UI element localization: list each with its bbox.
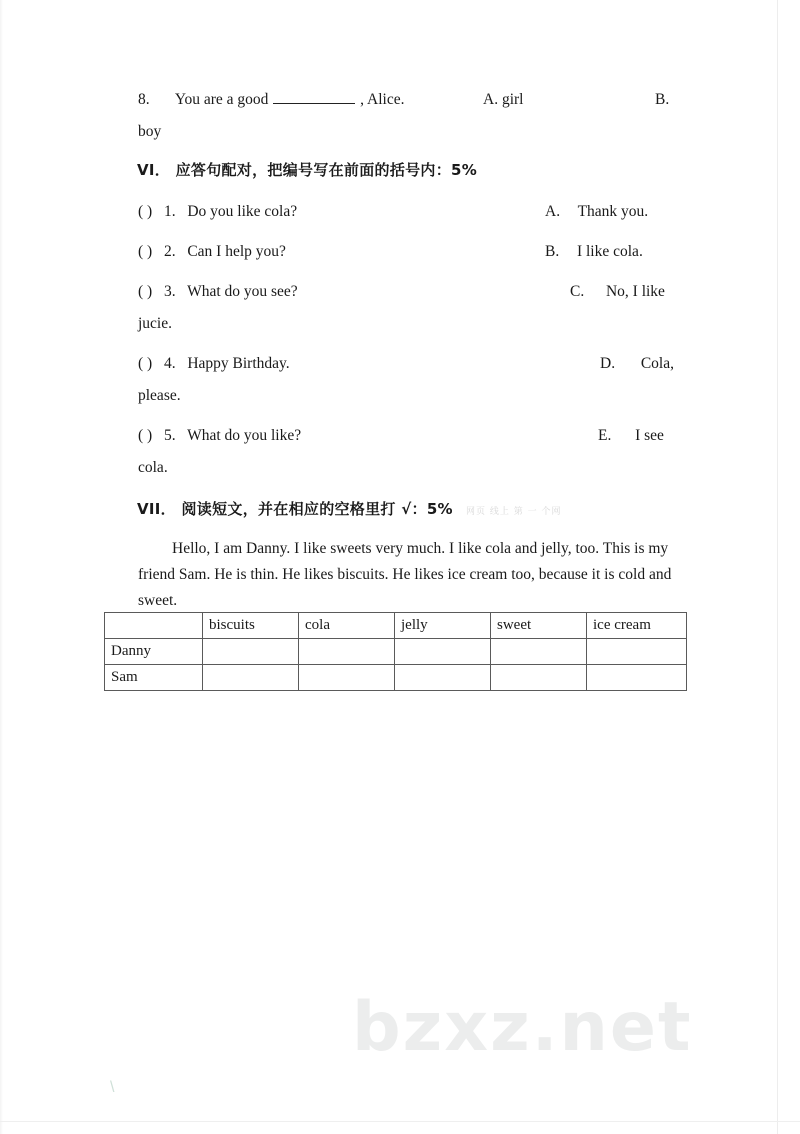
table-row	[105, 665, 687, 691]
section-6-option-c-continuation: jucie.	[138, 315, 172, 332]
section-7-heading: VII． 阅读短文，并在相应的空格里打 √：5%	[137, 500, 453, 518]
table-header-jelly: jelly	[395, 613, 491, 639]
question-8-line	[138, 91, 404, 108]
section-6-question-number-3: 3.	[163, 283, 176, 300]
section-6-question-number-5: 5.	[163, 427, 176, 444]
table-header-corner	[105, 613, 203, 639]
table-cell-danny-ice-cream[interactable]	[587, 639, 687, 665]
section-6-option-b-letter: B.	[545, 243, 560, 260]
section-6-answer-bracket-1[interactable]: ( )	[138, 203, 153, 220]
table-cell-danny-sweet[interactable]	[491, 639, 587, 665]
section-6-option-c-letter: C.	[570, 283, 585, 300]
section-6-question-text-5: What do you like?	[187, 427, 302, 444]
section-6-question-row-3	[138, 283, 298, 300]
table-cell-sam-sweet[interactable]	[491, 665, 587, 691]
table-cell-sam-jelly[interactable]	[395, 665, 491, 691]
section-6-option-c-text: No, I like	[605, 283, 665, 300]
section-6-answer-bracket-3[interactable]: ( )	[138, 283, 153, 300]
question-8-stem-after: , Alice.	[360, 91, 405, 108]
section-6-option-d-letter: D.	[600, 355, 616, 372]
table-cell-sam-ice-cream[interactable]	[587, 665, 687, 691]
table-row-label-sam: Sam	[105, 665, 203, 691]
table-cell-danny-cola[interactable]	[299, 639, 395, 665]
section-6-question-number-2: 2.	[163, 243, 176, 260]
section-6-question-row-1	[138, 203, 297, 220]
section-6-option-c	[570, 283, 665, 300]
section-6-question-text-3: What do you see?	[187, 283, 298, 300]
table-header-biscuits: biscuits	[203, 613, 299, 639]
section-6-option-e-continuation: cola.	[138, 459, 168, 476]
section-6-option-b-text: I like cola.	[576, 243, 643, 260]
section-6-heading: VI． 应答句配对，把编号写在前面的括号内：5%	[137, 161, 478, 179]
table-cell-danny-biscuits[interactable]	[203, 639, 299, 665]
section-6-question-row-4	[138, 355, 290, 372]
table-header-ice-cream: ice cream	[587, 613, 687, 639]
passage-line-3: sweet.	[138, 592, 178, 609]
section-6-answer-bracket-5[interactable]: ( )	[138, 427, 153, 444]
section-6-question-text-1: Do you like cola?	[187, 203, 298, 220]
section-6-answer-bracket-4[interactable]: ( )	[138, 355, 153, 372]
table-header-sweet: sweet	[491, 613, 587, 639]
question-8-stem-before: You are a good	[174, 91, 269, 108]
section-6-question-row-2	[138, 243, 286, 260]
page-edge-left	[0, 0, 3, 1134]
question-8-option-a: A. girl	[483, 91, 524, 108]
table-row	[105, 639, 687, 665]
table-header-row	[105, 613, 687, 639]
question-8-number: 8.	[138, 91, 150, 108]
page-edge-right	[777, 0, 778, 1134]
section-6-option-d-continuation: please.	[138, 387, 181, 404]
table-cell-sam-cola[interactable]	[299, 665, 395, 691]
table-row-label-danny: Danny	[105, 639, 203, 665]
section-6-option-a	[545, 203, 648, 220]
section-6-option-e	[598, 427, 664, 444]
question-8-option-b-continuation: boy	[138, 123, 162, 140]
section-6-option-a-text: Thank you.	[577, 203, 649, 220]
passage-line-1: Hello, I am Danny. I like sweets very much. I like cola and jelly, too. This is my	[172, 540, 669, 557]
section-6-option-b	[545, 243, 643, 260]
page-edge-bottom	[0, 1121, 800, 1122]
section-6-answer-bracket-2[interactable]: ( )	[138, 243, 153, 260]
table-cell-danny-jelly[interactable]	[395, 639, 491, 665]
section-6-question-text-2: Can I help you?	[187, 243, 286, 260]
section-6-question-row-5	[138, 427, 301, 444]
section-6-question-text-4: Happy Birthday.	[187, 355, 290, 372]
section-6-option-d	[600, 355, 674, 372]
section-6-option-a-letter: A.	[545, 203, 561, 220]
passage-line-2: friend Sam. He is thin. He likes biscuits. He likes ice cream too, because it is cold and	[138, 566, 672, 583]
question-8-option-b: B.	[655, 91, 670, 108]
section-6-question-number-4: 4.	[163, 355, 176, 372]
site-watermark: bzxz.net	[352, 988, 693, 1067]
section-6-option-d-text: Cola,	[640, 355, 674, 372]
reading-answer-table	[104, 612, 687, 691]
section-6-option-e-text: I see	[635, 427, 664, 444]
table-header-cola: cola	[299, 613, 395, 639]
section-6-question-number-1: 1.	[163, 203, 176, 220]
section-6-option-e-letter: E.	[598, 427, 612, 444]
table-cell-sam-biscuits[interactable]	[203, 665, 299, 691]
corner-artifact-mark: \	[110, 1079, 115, 1096]
faint-watermark-note: 网页 线上 第 一 个网	[466, 507, 562, 517]
fill-in-blank-rule	[273, 92, 355, 104]
